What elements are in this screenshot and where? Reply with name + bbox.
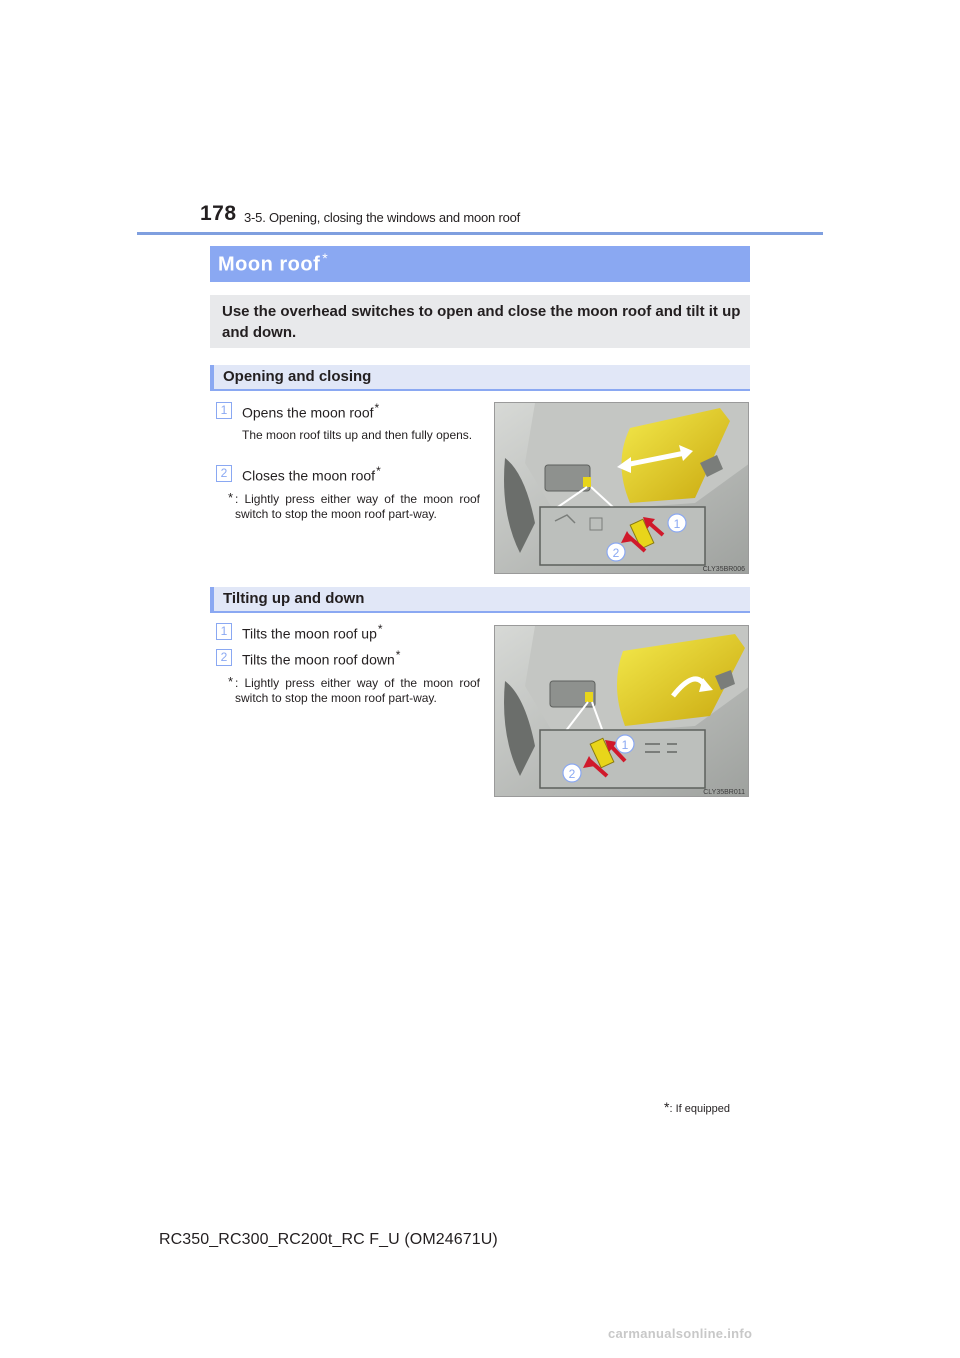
- figure-code: CLY35BR011: [703, 789, 745, 796]
- page-number: 178: [200, 202, 237, 225]
- note-star: *: [228, 490, 234, 505]
- step-text: [242, 464, 381, 484]
- intro-text: Use the overhead switches to open and close the moon roof and tilt it up and down.: [222, 303, 741, 341]
- step-label: Tilts the moon roof down: [242, 651, 395, 668]
- step-number-badge: 2: [216, 465, 232, 482]
- note-text: : Lightly press either way of the moon roof switch to stop the moon roof part-way.: [235, 492, 480, 521]
- step-label: Opens the moon roof: [242, 404, 374, 421]
- figure-callout: 2: [612, 546, 620, 560]
- figure-opening-closing: [494, 402, 749, 574]
- intro-box: [210, 295, 750, 348]
- moon-roof-tilt-illustration: [495, 626, 749, 797]
- star-marker: *: [376, 464, 381, 478]
- note-text: : Lightly press either way of the moon roof switch to stop the moon roof part-way.: [235, 676, 480, 705]
- equipped-star: *: [664, 1099, 670, 1115]
- figure-code: CLY35BR006: [702, 566, 745, 573]
- subheading-text: Tilting up and down: [223, 590, 365, 607]
- step-text: [242, 622, 383, 642]
- step-label: Closes the moon roof: [242, 467, 376, 484]
- step-number-badge: 1: [216, 623, 232, 640]
- figure-tilting: [494, 625, 749, 797]
- note-star: *: [228, 674, 234, 689]
- title-star: *: [322, 250, 329, 266]
- subheading-text: Opening and closing: [223, 368, 372, 385]
- subheading-opening-closing: [210, 365, 750, 391]
- equipped-text: : If equipped: [669, 1103, 731, 1115]
- figure-callout: 2: [568, 767, 576, 781]
- figure-callout: 1: [621, 738, 629, 752]
- section-path: 3-5. Opening, closing the windows and moon roof: [244, 210, 521, 225]
- step-number-badge: 2: [216, 649, 232, 666]
- page-title: [218, 250, 328, 277]
- moon-roof-open-illustration: [495, 403, 749, 574]
- star-marker: *: [377, 622, 383, 636]
- header-rule: [137, 232, 823, 235]
- step-text: [242, 648, 400, 668]
- figure-callout: 1: [673, 517, 681, 531]
- step-description: The moon roof tilts up and then fully opens.: [242, 428, 473, 442]
- star-marker: *: [395, 648, 401, 662]
- step-label: Tilts the moon roof up: [242, 625, 377, 642]
- watermark: carmanualsonline.info: [608, 1326, 753, 1341]
- page-title-text: Moon roof: [218, 253, 321, 276]
- footer-model-code: RC350_RC300_RC200t_RC F_U (OM24671U): [159, 1231, 498, 1248]
- step-number-badge: 1: [216, 402, 232, 419]
- equipped-note: [664, 1099, 730, 1115]
- star-marker: *: [374, 401, 380, 415]
- subheading-tilting: [210, 587, 750, 613]
- title-bar: [210, 246, 750, 282]
- step-text: [242, 401, 379, 421]
